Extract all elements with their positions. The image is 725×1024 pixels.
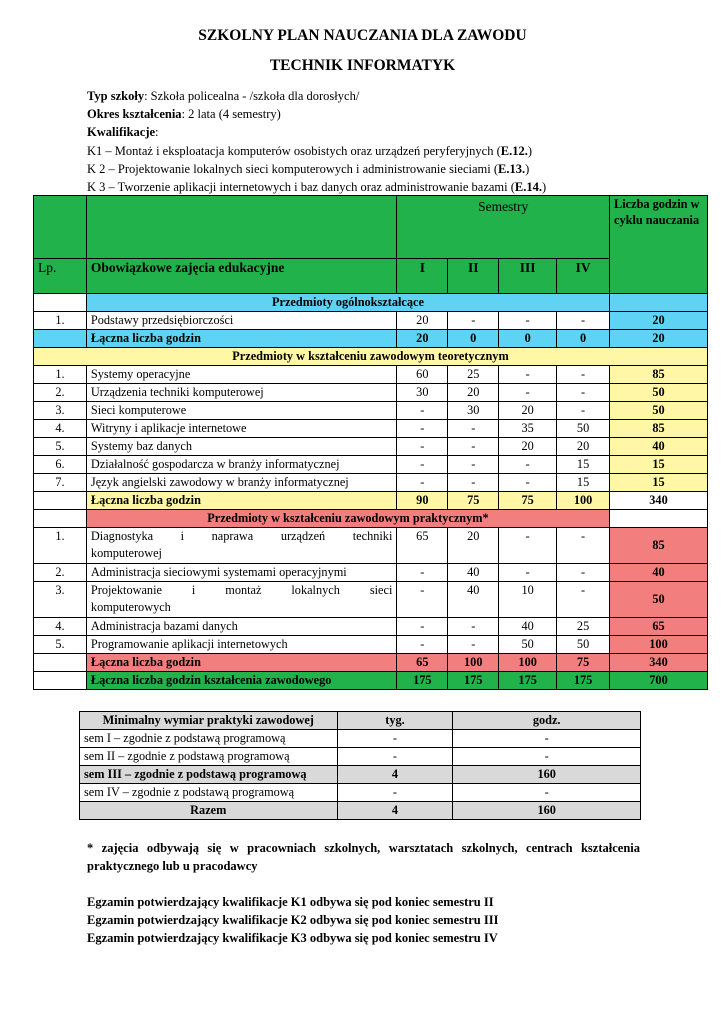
row-total: 50 xyxy=(610,582,708,618)
practice-row-label: sem IV – zgodnie z podstawą programową xyxy=(80,784,338,802)
table-row xyxy=(34,456,708,474)
row-subject-line2: komputerowych xyxy=(90,600,171,614)
sum-sem-i: 20 xyxy=(397,330,448,348)
grand-empty-cell xyxy=(34,672,87,690)
row-lp: 5. xyxy=(34,438,87,456)
k3-text: K 3 – Tworzenie aplikacji internetowych i baz danych oraz administrowanie bazami ( xyxy=(87,180,515,195)
row-total: 50 xyxy=(610,384,708,402)
row-sem-iv: 25 xyxy=(557,618,610,636)
grand-sem-i: 175 xyxy=(397,672,448,690)
practice-total-hours: 160 xyxy=(453,802,641,820)
k3-code: E.14. xyxy=(514,180,542,195)
row-total: 65 xyxy=(610,618,708,636)
qualification-k1 xyxy=(87,142,546,160)
row-sem-i: - xyxy=(397,474,448,492)
practice-row-hours: - xyxy=(453,784,641,802)
practice-row-label: sem I – zgodnie z podstawą programową xyxy=(80,730,338,748)
row-sem-iii: - xyxy=(499,528,557,564)
row-sem-i: - xyxy=(397,438,448,456)
row-sem-ii: 40 xyxy=(448,564,499,582)
row-sem-ii: - xyxy=(448,312,499,330)
sum-empty-cell xyxy=(34,330,87,348)
section-theory-title: Przedmioty w kształceniu zawodowym teoretycznym xyxy=(34,348,708,366)
table-row xyxy=(34,582,708,618)
qualification-k2 xyxy=(87,160,546,178)
k1-close: ) xyxy=(527,143,533,158)
row-lp: 6. xyxy=(34,456,87,474)
row-sem-iv: - xyxy=(557,366,610,384)
row-sem-ii: 20 xyxy=(448,384,499,402)
header-empty-name xyxy=(86,196,396,259)
row-subject-line2: komputerowej xyxy=(90,546,162,560)
sum-label: Łączna liczba godzin xyxy=(86,492,396,510)
row-sem-iv: - xyxy=(557,582,610,618)
exam-k3: Egzamin potwierdzający kwalifikacje K3 odbywa się pod koniec semestru IV xyxy=(87,931,498,945)
row-sem-iii: - xyxy=(499,384,557,402)
row-sem-i: 20 xyxy=(397,312,448,330)
qualification-k3 xyxy=(87,178,546,196)
row-sem-ii: - xyxy=(448,474,499,492)
row-subject: Administracja bazami danych xyxy=(86,618,396,636)
row-lp: 3. xyxy=(34,402,87,420)
table-row xyxy=(80,748,641,766)
practice-header-row xyxy=(80,712,641,730)
grand-sem-ii: 175 xyxy=(448,672,499,690)
section-empty-cell xyxy=(610,294,708,312)
sem-ii-header: II xyxy=(448,259,499,294)
section-empty-cell xyxy=(610,510,708,528)
row-total: 40 xyxy=(610,564,708,582)
sum-sem-iv: 75 xyxy=(557,654,610,672)
sum-empty-cell xyxy=(34,654,87,672)
sem-i-header: I xyxy=(397,259,448,294)
practice-row-weeks: 4 xyxy=(337,766,453,784)
row-subject: Działalność gospodarcza w branży informatycznej xyxy=(86,456,396,474)
sum-sem-i: 90 xyxy=(397,492,448,510)
table-row xyxy=(34,384,708,402)
practice-total-label: Razem xyxy=(80,802,338,820)
row-sem-iii: - xyxy=(499,456,557,474)
grand-total: 700 xyxy=(610,672,708,690)
section-theory-row xyxy=(34,348,708,366)
k2-code: E.13. xyxy=(498,161,526,176)
row-sem-iv: - xyxy=(557,528,610,564)
practice-row-hours: 160 xyxy=(453,766,641,784)
k3-close: ) xyxy=(542,180,547,195)
table-row xyxy=(34,312,708,330)
row-sem-i: - xyxy=(397,618,448,636)
table-row xyxy=(80,766,641,784)
subjects-header: Obowiązkowe zajęcia edukacyjne xyxy=(86,259,396,294)
k1-code: E.12. xyxy=(500,143,528,158)
row-sem-ii: - xyxy=(448,636,499,654)
school-type-value: : Szkoła policealna - /szkoła dla dorosłych/ xyxy=(144,89,360,103)
row-subject-line1: Projektowanie i montaż lokalnych sieci xyxy=(90,583,393,597)
row-sem-i: - xyxy=(397,402,448,420)
sum-sem-iv: 0 xyxy=(557,330,610,348)
row-subject-line1: Diagnostyka i naprawa urządzeń techniki xyxy=(90,529,393,543)
header-empty-lp xyxy=(34,196,87,259)
row-subject: Witryny i aplikacje internetowe xyxy=(86,420,396,438)
section-theory-sum-row xyxy=(34,492,708,510)
duration-line xyxy=(87,105,546,123)
row-sem-iv: 20 xyxy=(557,438,610,456)
table-row xyxy=(34,438,708,456)
k2-close: ) xyxy=(525,161,530,176)
row-sem-ii: - xyxy=(448,618,499,636)
row-lp: 4. xyxy=(34,420,87,438)
row-subject: Systemy operacyjne xyxy=(86,366,396,384)
table-row xyxy=(34,636,708,654)
row-total: 85 xyxy=(610,528,708,564)
grand-label: Łączna liczba godzin kształcenia zawodowego xyxy=(86,672,396,690)
footnote: * zajęcia odbywają się w pracowniach szkolnych, warsztatach szkolnych, centrach kształcenia praktycznego lub u pracodawcy xyxy=(87,841,640,873)
sum-total: 340 xyxy=(610,492,708,510)
table-row xyxy=(34,528,708,564)
row-lp: 1. xyxy=(34,312,87,330)
sum-sem-iii: 100 xyxy=(499,654,557,672)
teaching-plan-table xyxy=(33,195,708,690)
duration-value: : 2 lata (4 semestry) xyxy=(181,107,281,122)
total-hours-header: Liczba godzin w cyklu nauczania xyxy=(610,196,708,294)
sum-sem-iii: 75 xyxy=(499,492,557,510)
row-sem-iv: - xyxy=(557,564,610,582)
row-sem-iv: 50 xyxy=(557,420,610,438)
sum-total: 340 xyxy=(610,654,708,672)
sem-iv-header: IV xyxy=(557,259,610,294)
row-sem-iv: 50 xyxy=(557,636,610,654)
sum-sem-ii: 100 xyxy=(448,654,499,672)
row-sem-ii: 30 xyxy=(448,402,499,420)
section-general-row xyxy=(34,294,708,312)
school-type-label: Typ szkoły xyxy=(87,89,145,103)
practice-header-label: Minimalny wymiar praktyki zawodowej xyxy=(80,712,338,730)
row-sem-iii: - xyxy=(499,366,557,384)
row-lp: 3. xyxy=(34,582,87,618)
practice-total-weeks: 4 xyxy=(337,802,453,820)
practice-row-hours: - xyxy=(453,730,641,748)
section-practice-row xyxy=(34,510,708,528)
exam-k2: Egzamin potwierdzający kwalifikacje K2 odbywa się pod koniec semestru III xyxy=(87,913,499,927)
section-empty-cell xyxy=(34,294,87,312)
row-sem-i: - xyxy=(397,582,448,618)
document-title: SZKOLNY PLAN NAUCZANIA DLA ZAWODU xyxy=(198,27,527,44)
row-sem-i: 65 xyxy=(397,528,448,564)
practice-table xyxy=(79,711,641,820)
table-row xyxy=(34,618,708,636)
school-info xyxy=(87,87,546,196)
qualifications-line xyxy=(87,123,546,141)
row-lp: 2. xyxy=(34,384,87,402)
header-row-top xyxy=(34,196,708,259)
row-sem-ii: 25 xyxy=(448,366,499,384)
row-sem-i: - xyxy=(397,420,448,438)
row-total: 100 xyxy=(610,636,708,654)
row-total: 85 xyxy=(610,420,708,438)
row-sem-iv: - xyxy=(557,312,610,330)
k2-text: K 2 – Projektowanie lokalnych sieci komputerowych i administrowanie sieciami ( xyxy=(87,161,499,176)
section-general-sum-row xyxy=(34,330,708,348)
sum-sem-iv: 100 xyxy=(557,492,610,510)
table-row xyxy=(34,402,708,420)
table-row xyxy=(34,564,708,582)
sum-label: Łączna liczba godzin xyxy=(86,330,396,348)
row-subject: Programowanie aplikacji internetowych xyxy=(86,636,396,654)
row-subject: Język angielski zawodowy w branży informatycznej xyxy=(86,474,396,492)
header-row-bottom xyxy=(34,259,708,294)
row-sem-i: 30 xyxy=(397,384,448,402)
sum-sem-iii: 0 xyxy=(499,330,557,348)
row-lp: 4. xyxy=(34,618,87,636)
row-sem-ii: - xyxy=(448,438,499,456)
lp-header: Lp. xyxy=(34,259,87,294)
sem-iii-header: III xyxy=(499,259,557,294)
row-sem-i: 60 xyxy=(397,366,448,384)
row-subject xyxy=(86,582,396,618)
row-sem-iii: 50 xyxy=(499,636,557,654)
practice-row-label: sem III – zgodnie z podstawą programową xyxy=(80,766,338,784)
row-sem-iv: - xyxy=(557,402,610,420)
row-subject: Urządzenia techniki komputerowej xyxy=(86,384,396,402)
row-sem-iii: 20 xyxy=(499,438,557,456)
row-sem-ii: - xyxy=(448,420,499,438)
table-row xyxy=(34,366,708,384)
sum-sem-ii: 75 xyxy=(448,492,499,510)
practice-row-weeks: - xyxy=(337,784,453,802)
practice-row-weeks: - xyxy=(337,748,453,766)
row-lp: 2. xyxy=(34,564,87,582)
semesters-header: Semestry xyxy=(397,196,610,259)
section-empty-cell xyxy=(34,510,87,528)
row-sem-i: - xyxy=(397,636,448,654)
sum-total: 20 xyxy=(610,330,708,348)
sum-label: Łączna liczba godzin xyxy=(86,654,396,672)
grand-sem-iii: 175 xyxy=(499,672,557,690)
qualifications-label: Kwalifikacje xyxy=(87,125,156,140)
row-total: 85 xyxy=(610,366,708,384)
row-sem-iv: 15 xyxy=(557,456,610,474)
grand-total-row xyxy=(34,672,708,690)
row-sem-i: - xyxy=(397,456,448,474)
practice-row-label: sem II – zgodnie z podstawą programową xyxy=(80,748,338,766)
table-row xyxy=(80,730,641,748)
row-sem-ii: 40 xyxy=(448,582,499,618)
practice-header-hours: godz. xyxy=(453,712,641,730)
table-row xyxy=(80,784,641,802)
row-total: 50 xyxy=(610,402,708,420)
practice-row-weeks: - xyxy=(337,730,453,748)
row-sem-iii: - xyxy=(499,564,557,582)
row-total: 20 xyxy=(610,312,708,330)
exam-k1: Egzamin potwierdzający kwalifikacje K1 odbywa się pod koniec semestru II xyxy=(87,895,494,909)
row-total: 15 xyxy=(610,474,708,492)
row-subject: Podstawy przedsiębiorczości xyxy=(86,312,396,330)
row-lp: 1. xyxy=(34,528,87,564)
row-lp: 1. xyxy=(34,366,87,384)
document-subtitle: TECHNIK INFORMATYK xyxy=(269,57,456,74)
row-lp: 7. xyxy=(34,474,87,492)
practice-total-row xyxy=(80,802,641,820)
table-row xyxy=(34,420,708,438)
row-total: 40 xyxy=(610,438,708,456)
row-sem-iii: - xyxy=(499,312,557,330)
school-type-line xyxy=(87,87,546,105)
section-practice-sum-row xyxy=(34,654,708,672)
row-subject: Systemy baz danych xyxy=(86,438,396,456)
row-total: 15 xyxy=(610,456,708,474)
section-general-title: Przedmioty ogólnokształcące xyxy=(86,294,609,312)
k1-text: K1 – Montaż i eksploatacja komputerów osobistych oraz urządzeń peryferyjnych ( xyxy=(87,143,501,158)
sum-sem-i: 65 xyxy=(397,654,448,672)
row-sem-iii: 35 xyxy=(499,420,557,438)
grand-sem-iv: 175 xyxy=(557,672,610,690)
duration-label: Okres kształcenia xyxy=(87,107,182,122)
practice-row-hours: - xyxy=(453,748,641,766)
exam-info xyxy=(87,893,640,947)
row-lp: 5. xyxy=(34,636,87,654)
row-sem-iii: 10 xyxy=(499,582,557,618)
row-sem-ii: 20 xyxy=(448,528,499,564)
row-subject: Sieci komputerowe xyxy=(86,402,396,420)
row-sem-i: - xyxy=(397,564,448,582)
sum-empty-cell xyxy=(34,492,87,510)
row-subject xyxy=(86,528,396,564)
table-row xyxy=(34,474,708,492)
row-sem-iii: 20 xyxy=(499,402,557,420)
section-practice-title: Przedmioty w kształceniu zawodowym praktycznym* xyxy=(86,510,609,528)
sum-sem-ii: 0 xyxy=(448,330,499,348)
row-subject: Administracja sieciowymi systemami operacyjnymi xyxy=(86,564,396,582)
qualifications-colon: : xyxy=(155,125,159,140)
practice-header-weeks: tyg. xyxy=(337,712,453,730)
row-sem-ii: - xyxy=(448,456,499,474)
row-sem-iii: - xyxy=(499,474,557,492)
row-sem-iv: - xyxy=(557,384,610,402)
row-sem-iii: 40 xyxy=(499,618,557,636)
row-sem-iv: 15 xyxy=(557,474,610,492)
